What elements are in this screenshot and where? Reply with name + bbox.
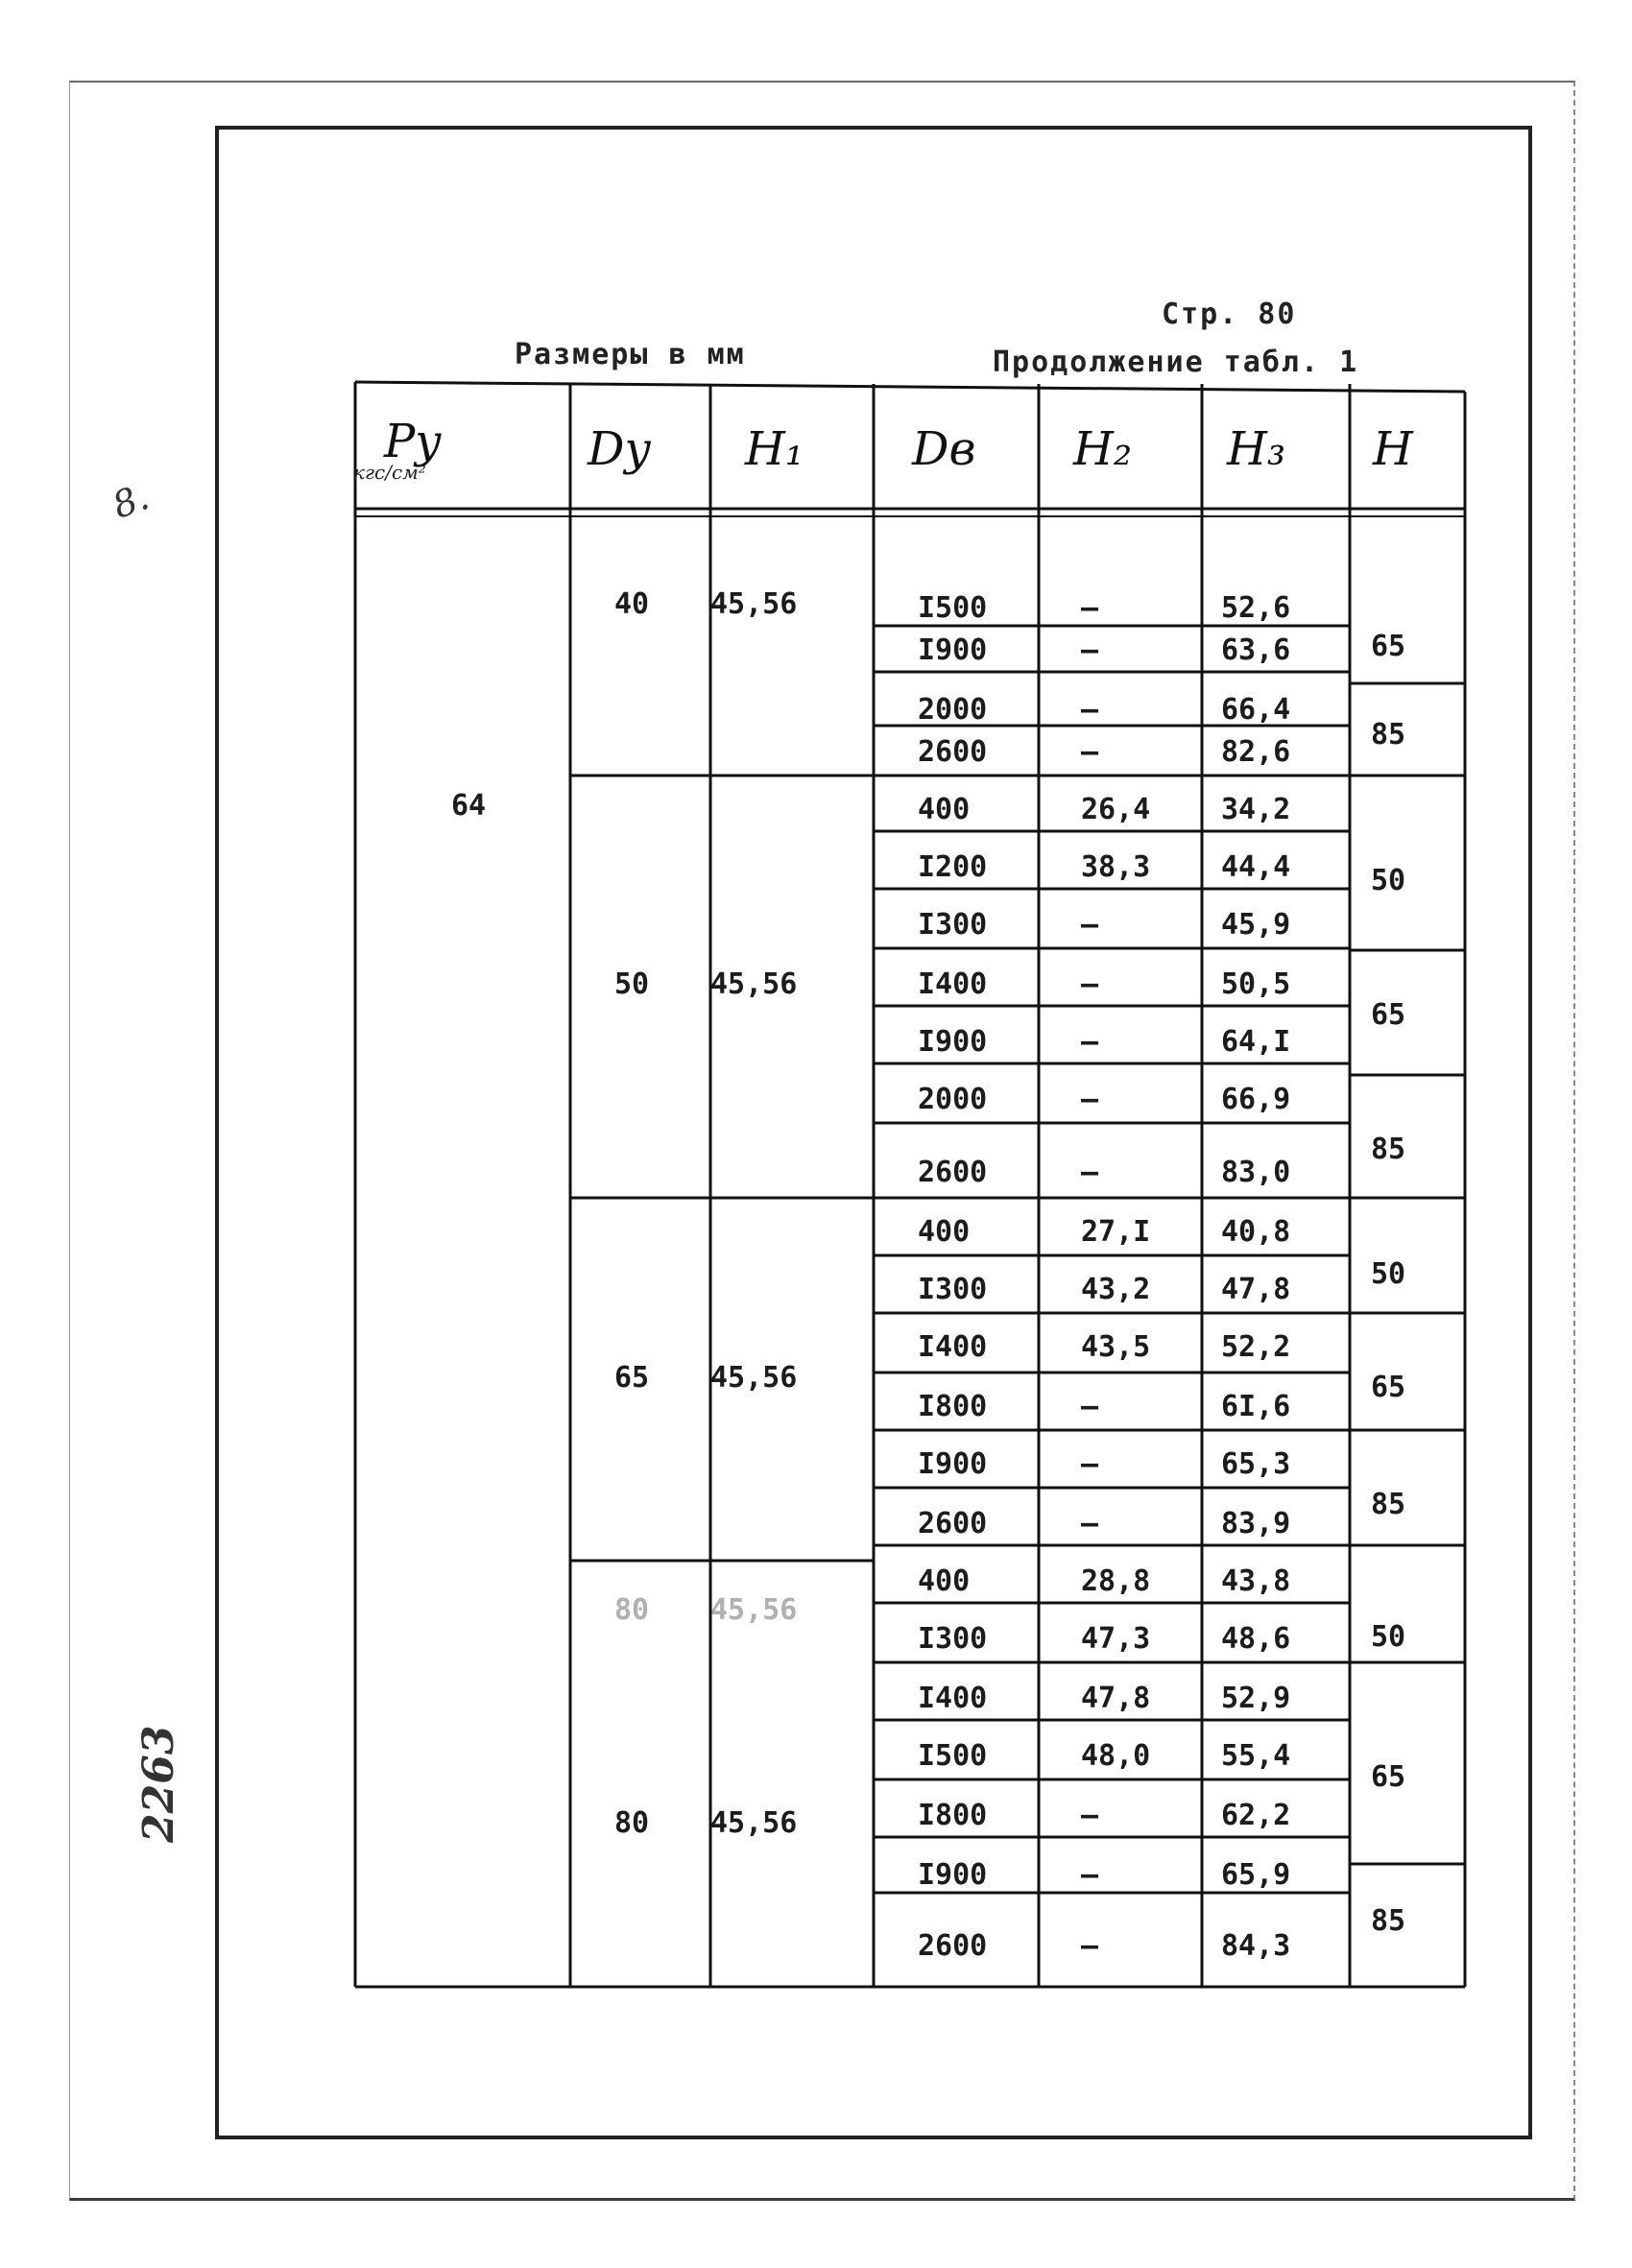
dy-value: 40 bbox=[614, 587, 650, 621]
h3-value: 43,8 bbox=[1221, 1564, 1291, 1598]
h-value: 50 bbox=[1371, 864, 1406, 897]
db-value: I400 bbox=[918, 1330, 988, 1364]
db-value: 2600 bbox=[918, 1507, 988, 1540]
col-header-h1: H₁ bbox=[745, 422, 804, 476]
h-value: 85 bbox=[1371, 1488, 1406, 1521]
h3-value: 44,4 bbox=[1221, 850, 1291, 884]
db-value: I400 bbox=[918, 1682, 988, 1715]
h3-value: 62,2 bbox=[1221, 1799, 1291, 1832]
h2-value: — bbox=[1081, 967, 1099, 1001]
h3-value: 40,8 bbox=[1221, 1215, 1291, 1249]
h2-value: – bbox=[1081, 735, 1099, 769]
db-value: 400 bbox=[918, 793, 971, 826]
h2-value: — bbox=[1081, 1390, 1099, 1423]
h-value: 65 bbox=[1371, 998, 1406, 1032]
margin-note-top: 8. bbox=[107, 475, 155, 527]
h3-value: 65,9 bbox=[1221, 1858, 1291, 1892]
h2-value: — bbox=[1081, 1447, 1099, 1481]
h1-value: 45,56 bbox=[710, 1806, 798, 1840]
h-value: 50 bbox=[1371, 1620, 1406, 1654]
page-number: Стр. 80 bbox=[1162, 298, 1297, 331]
db-value: I300 bbox=[918, 1273, 988, 1306]
h3-value: 6I,6 bbox=[1221, 1390, 1291, 1423]
margin-note-side: 2263 bbox=[134, 1725, 183, 1843]
h-value: 65 bbox=[1371, 1760, 1406, 1794]
h3-value: 83,0 bbox=[1221, 1156, 1291, 1189]
db-value: I800 bbox=[918, 1799, 988, 1832]
h1-value: 45,56 bbox=[710, 1361, 798, 1395]
h2-value: 43,2 bbox=[1081, 1273, 1151, 1306]
h2-value: — bbox=[1081, 1858, 1099, 1892]
col-header-py-unit: кгс/см² bbox=[353, 461, 426, 484]
h2-value: — bbox=[1081, 1799, 1099, 1832]
h-value: 65 bbox=[1371, 1371, 1406, 1404]
dy-value-faded: 80 bbox=[614, 1593, 650, 1627]
h2-value: 38,3 bbox=[1081, 850, 1151, 884]
h2-value: — bbox=[1081, 1083, 1099, 1116]
dy-value: 65 bbox=[614, 1361, 650, 1395]
db-value: 400 bbox=[918, 1215, 971, 1249]
h2-value: — bbox=[1081, 1025, 1099, 1059]
db-value: I500 bbox=[918, 591, 988, 625]
db-value: I300 bbox=[918, 908, 988, 942]
h3-value: 66,4 bbox=[1221, 693, 1291, 727]
h3-value: 34,2 bbox=[1221, 793, 1291, 826]
h3-value: 64,I bbox=[1221, 1025, 1291, 1059]
db-value: I800 bbox=[918, 1390, 988, 1423]
h3-value: 52,9 bbox=[1221, 1682, 1291, 1715]
db-value: 2600 bbox=[918, 735, 988, 769]
col-header-h: H bbox=[1373, 422, 1413, 476]
h2-value: – bbox=[1081, 633, 1099, 667]
h3-value: 82,6 bbox=[1221, 735, 1291, 769]
h3-value: 48,6 bbox=[1221, 1622, 1291, 1656]
col-header-py: Pу bbox=[384, 415, 443, 468]
h3-value: 83,9 bbox=[1221, 1507, 1291, 1540]
dy-value: 50 bbox=[614, 967, 650, 1001]
h3-value: 50,5 bbox=[1221, 967, 1291, 1001]
h2-value: 48,0 bbox=[1081, 1739, 1151, 1773]
h2-value: — bbox=[1081, 1929, 1099, 1963]
h3-value: 55,4 bbox=[1221, 1739, 1291, 1773]
col-header-h2: H₂ bbox=[1073, 422, 1133, 476]
db-value: I900 bbox=[918, 1025, 988, 1059]
h-value: 85 bbox=[1371, 1904, 1406, 1938]
db-value: I500 bbox=[918, 1739, 988, 1773]
h3-value: 65,3 bbox=[1221, 1447, 1291, 1481]
h2-value: — bbox=[1081, 1156, 1099, 1189]
h3-value: 63,6 bbox=[1221, 633, 1291, 667]
h3-value: 47,8 bbox=[1221, 1273, 1291, 1306]
h3-value: 52,2 bbox=[1221, 1330, 1291, 1364]
h-value: 85 bbox=[1371, 1133, 1406, 1166]
h2-value: — bbox=[1081, 1507, 1099, 1540]
h1-value: 45,56 bbox=[710, 587, 798, 621]
h3-value: 45,9 bbox=[1221, 908, 1291, 942]
db-value: 400 bbox=[918, 1564, 971, 1598]
db-value: I900 bbox=[918, 1858, 988, 1892]
h3-value: 66,9 bbox=[1221, 1083, 1291, 1116]
col-header-db: Dв bbox=[912, 422, 976, 476]
db-value: I300 bbox=[918, 1622, 988, 1656]
db-value: 2000 bbox=[918, 693, 988, 727]
h-value: 85 bbox=[1371, 718, 1406, 752]
pressure-value: 64 bbox=[451, 789, 487, 823]
h2-value: 27,I bbox=[1081, 1215, 1151, 1249]
h1-value-faded: 45,56 bbox=[710, 1593, 798, 1627]
h2-value: 43,5 bbox=[1081, 1330, 1151, 1364]
h2-value: 28,8 bbox=[1081, 1564, 1151, 1598]
db-value: 2600 bbox=[918, 1929, 988, 1963]
db-value: I400 bbox=[918, 967, 988, 1001]
h-value: 65 bbox=[1371, 630, 1406, 663]
table-continuation-note: Продолжение табл. 1 bbox=[993, 346, 1359, 379]
h2-value: – bbox=[1081, 693, 1099, 727]
db-value: 2000 bbox=[918, 1083, 988, 1116]
h3-value: 52,6 bbox=[1221, 591, 1291, 625]
units-note: Размеры в мм bbox=[515, 338, 746, 371]
h2-value: — bbox=[1081, 908, 1099, 942]
col-header-dy: Dу bbox=[588, 422, 652, 476]
db-value: I900 bbox=[918, 1447, 988, 1481]
col-header-h3: H₃ bbox=[1227, 422, 1286, 476]
db-value: I200 bbox=[918, 850, 988, 884]
db-value: 2600 bbox=[918, 1156, 988, 1189]
dy-value: 80 bbox=[614, 1806, 650, 1840]
h1-value: 45,56 bbox=[710, 967, 798, 1001]
db-value: I900 bbox=[918, 633, 988, 667]
h2-value: 47,3 bbox=[1081, 1622, 1151, 1656]
h2-value: – bbox=[1081, 591, 1099, 625]
h2-value: 47,8 bbox=[1081, 1682, 1151, 1715]
h3-value: 84,3 bbox=[1221, 1929, 1291, 1963]
h-value: 50 bbox=[1371, 1257, 1406, 1291]
h2-value: 26,4 bbox=[1081, 793, 1151, 826]
